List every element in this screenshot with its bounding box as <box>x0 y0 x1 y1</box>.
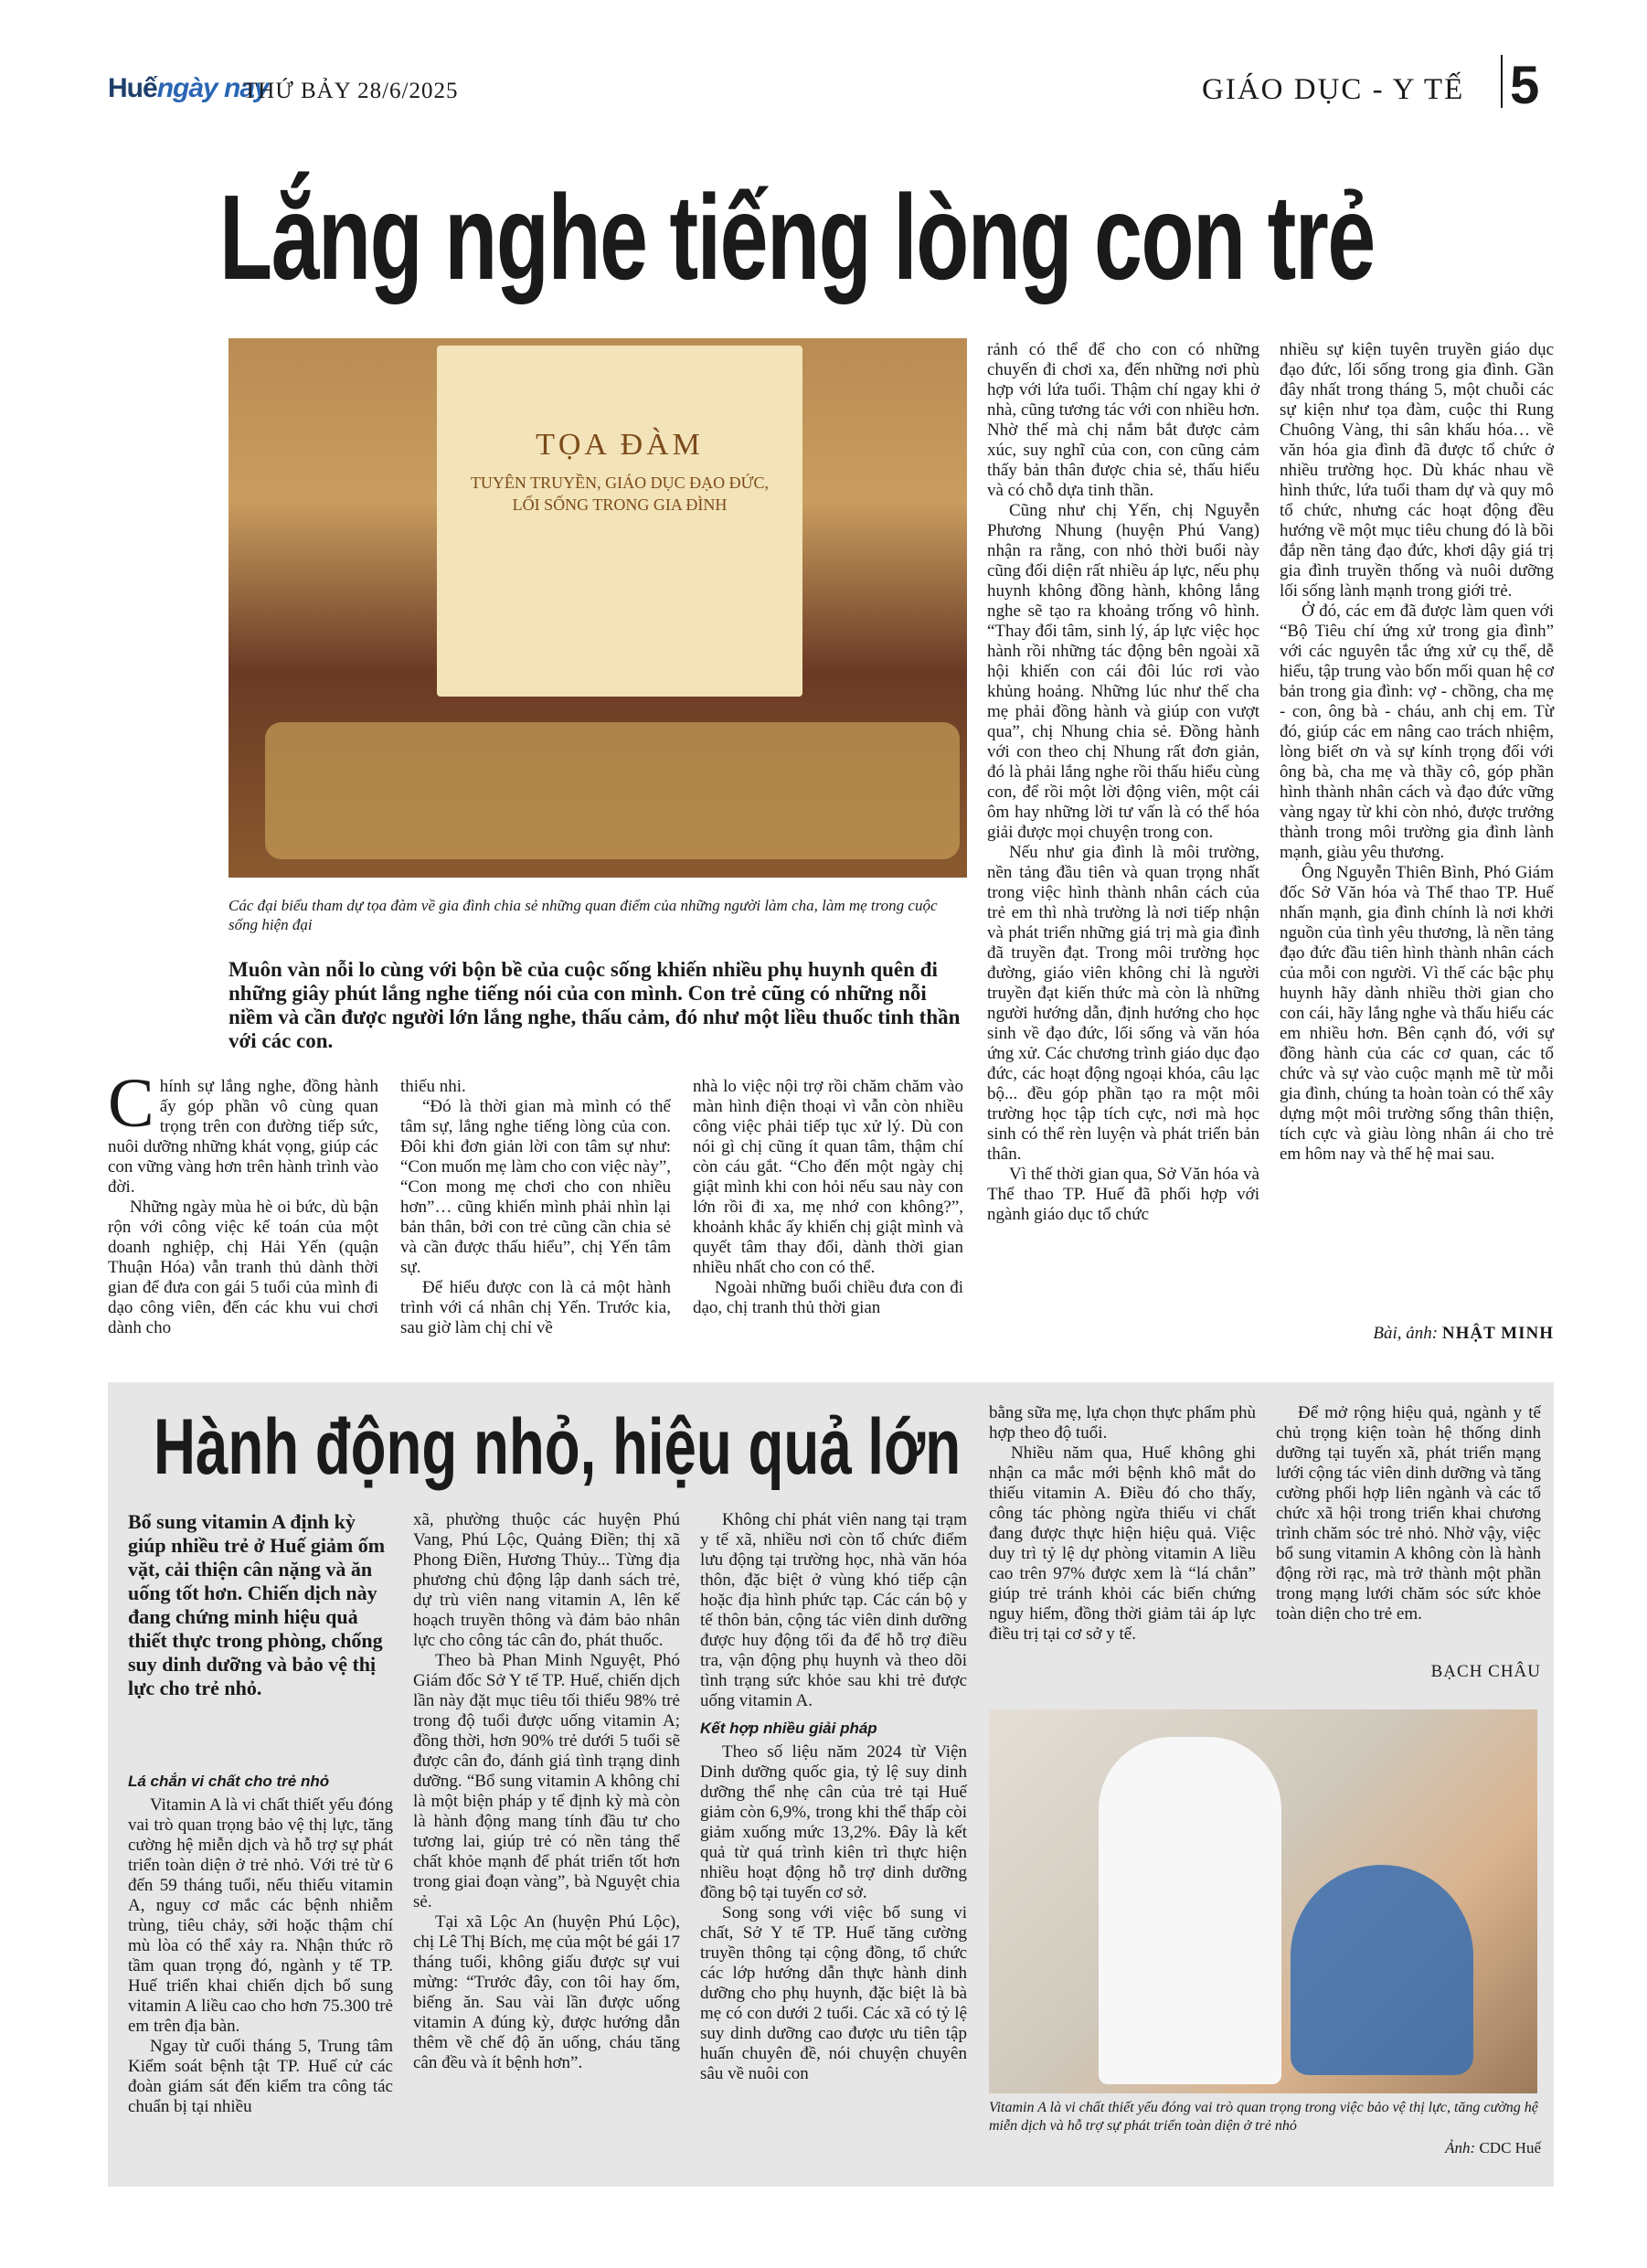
subheading: Kết hợp nhiều giải pháp <box>700 1720 877 1737</box>
paragraph: Theo số liệu năm 2024 từ Viện Dinh dưỡng quốc gia, tỷ lệ suy dinh dưỡng thể nhẹ cân của trẻ tại Huế giảm còn 6,9%, trong khi thể thấp còi giảm xuống mức 13,2%. Đây là kết quả từ quá trình kiên trì thực hiện nhiều hoạt động hỗ trợ dinh dưỡng đồng bộ tại tuyến cơ sở. <box>700 1742 967 1902</box>
paragraph: hính sự lắng nghe, đồng hành ấy góp phần vô cùng quan trọng trên con đường tiếp sức, nuôi dưỡng những khát vọng, giúp các con vững vàng hơn trên hành trình vào đời. <box>108 1077 378 1197</box>
paragraph: rảnh có thể để cho con có những chuyến đi chơi xa, đến những nơi phù hợp với lứa tuổi. Thậm chí ngay khi ở nhà, cũng tương tác với con nhiều hơn. Nhờ thế mà chị nắm bắt được cảm xúc, suy nghĩ của con, con cũng cảm thấy bản thân được chia sẻ, thấu hiểu và có chỗ dựa tinh thần. <box>987 340 1259 500</box>
paragraph: Song song với việc bổ sung vi chất, Sở Y tế TP. Huế tăng cường truyền thông tại cộng đồng, tổ chức các lớp hướng dẫn thực hành dinh dưỡng cho phụ huynh, đặc biệt là bà mẹ có con dưới 2 tuổi. Các xã có tỷ lệ suy dinh dưỡng cao được ưu tiên tập huấn chuyên đề, nói chuyện chuyên sâu về nuôi con <box>700 1903 967 2083</box>
article2-author: BẠCH CHÂU <box>1430 1662 1541 1681</box>
article1-column-1 <box>108 1065 378 1338</box>
byline-author: NHẬT MINH <box>1441 1324 1554 1343</box>
paragraph: Tại xã Lộc An (huyện Phú Lộc), chị Lê Thị Bích, mẹ của một bé gái 17 tháng tuổi, không giấu được sự vui mừng: “Trước đây, con tôi hay ốm, biếng ăn. Sau vài lần được uống vitamin A đúng kỳ, được hướng dẫn thêm về chế độ ăn uống, cháu tăng cân đều và ít bệnh hơn”. <box>413 1912 680 2072</box>
article1-headline: Lắng nghe tiếng lòng con trẻ <box>219 170 1375 304</box>
article1-lead: Muôn vàn nỗi lo cùng với bộn bề của cuộc sống khiến nhiều phụ huynh quên đi những giây phút lắng nghe tiếng nói của con mình. Con trẻ cũng có những nỗi niềm và cần được người lớn lắng nghe, thấu cảm, đó như một liều thuốc tinh thần với các con. <box>228 958 961 1052</box>
article2-lead: Bổ sung vitamin A định kỳ giúp nhiều trẻ ở Huế giảm ốm vặt, cải thiện cân nặng và ăn uống tốt hơn. Chiến dịch này đang chứng minh hiệu quả thiết thực trong phòng, chống suy dinh dưỡng và bảo vệ thị lực cho trẻ nhỏ. <box>128 1510 386 1699</box>
paragraph: Theo bà Phan Minh Nguyệt, Phó Giám đốc Sở Y tế TP. Huế, chiến dịch lần này đặt mục tiêu tối thiểu 98% trẻ trong độ tuổi được uống vitamin A; đồng thời, hơn 90% trẻ dưới 5 tuổi sẽ được cân đo, đánh giá tình trạng dinh dưỡng. “Bổ sung vitamin A không chỉ là một biện pháp y tế định kỳ mà còn là hành động mang tính đầu tư cho tương lai, giúp trẻ có nền tảng thể chất khỏe mạnh để phát triển tốt hơn trong giai đoạn vàng”, bà Nguyệt chia sẻ. <box>413 1651 680 1911</box>
paragraph: Những ngày mùa hè oi bức, dù bận rộn với công việc kế toán của một doanh nghiệp, chị Hải Yến (quận Thuận Hóa) vẫn tranh thủ dành thời gian để đưa con gái 5 tuổi của mình đi dạo công viên, đến các khu vui chơi dành cho <box>108 1198 378 1337</box>
paragraph: “Đó là thời gian mà mình có thể tâm sự, lắng nghe tiếng lòng của con. Đôi khi đơn giản lời con tâm sự như: “Con muốn mẹ làm cho con việc này”, “Con mong mẹ chơi cho con nhiều hơn”… cũng khiến mình phải nhìn lại bản thân, bởi con trẻ cũng cần chia sẻ và cần được thấu hiểu”, chị Yến tâm sự. <box>400 1097 671 1277</box>
article2-column-2 <box>413 1510 680 2073</box>
event-banner <box>437 346 802 697</box>
section-title: GIÁO DỤC - Y TẾ <box>1202 73 1465 106</box>
paragraph: thiếu nhi. <box>400 1077 466 1096</box>
article1-photo <box>228 338 967 878</box>
paragraph: Cũng như chị Yến, chị Nguyễn Phương Nhung (huyện Phú Vang) nhận ra rằng, con nhỏ thời buổi này cũng đối diện rất nhiều áp lực, nếu phụ huynh không đồng hành, không lắng nghe sẽ tạo ra khoảng trống vô hình. “Thay đổi tâm, sinh lý, áp lực việc học hành rồi những tác động bên ngoài xã hội khiến con cái đôi lúc rơi vào khủng hoảng. Những lúc như thế cha mẹ phải đồng hành và giúp con vượt qua”, chị Nhung chia sẻ. Đồng hành với con theo chị Nhung rất đơn giản, đó là phải lắng nghe rồi thấu hiểu cùng con, để rồi một lời động viên, một cái ôm hay những lời tư vấn là có thể hóa giải được mọi chuyện trong con. <box>987 501 1259 842</box>
health-worker-figure <box>1099 1737 1281 2084</box>
paragraph: Ông Nguyễn Thiên Bình, Phó Giám đốc Sở Văn hóa và Thể thao TP. Huế nhấn mạnh, gia đình chính là nơi khởi nguồn của tình yêu thương, là nền tảng đạo đức đầu tiên hình thành nhân cách của mỗi con người. Vì thế các bậc phụ huynh hãy dành nhiều thời gian cho con cái, hãy lắng nghe và thấu hiểu các em nhiều hơn. Bên cạnh đó, với sự đồng hành của các cơ quan, các tổ chức và sự vào cuộc mạnh mẽ từ mỗi gia đình, chúng ta hoàn toàn có thể xây dựng một môi trường sống thân thiện, tích cực và giàu lòng nhân ái cho trẻ em hôm nay và thế hệ mai sau. <box>1280 863 1554 1164</box>
article2-photo <box>989 1709 1537 2093</box>
article2-column-5 <box>1276 1403 1541 1624</box>
article1-byline <box>1280 1324 1554 1344</box>
paragraph: Nhiều năm qua, Huế không ghi nhận ca mắc mới bệnh khô mắt do thiếu vitamin A. Điều đó cho thấy, công tác phòng ngừa thiếu vi chất đang được thực hiện hiệu quả. Việc duy trì tỷ lệ dự phòng vitamin A liều cao trên 97% được xem là “lá chắn” giúp trẻ tránh khỏi các biến chứng nguy hiểm, đồng thời giảm tải áp lực điều trị tại cơ sở y tế. <box>989 1443 1256 1644</box>
paragraph: bằng sữa mẹ, lựa chọn thực phẩm phù hợp theo độ tuổi. <box>989 1403 1256 1443</box>
paragraph: Để mở rộng hiệu quả, ngành y tế chủ trọng kiện toàn hệ thống dinh dưỡng tại tuyến xã, phát triển mạng lưới cộng tác viên dinh dưỡng và tăng cường phối hợp liên ngành và các tổ chức xã hội trong triển khai chương trình chăm sóc trẻ nhỏ. Nhờ vậy, việc bổ sung vitamin A không còn là hành động rời rạc, mà trở thành một phần trong mạng lưới chăm sóc sức khỏe toàn diện cho trẻ em. <box>1276 1403 1541 1624</box>
issue-date: THỨ BẢY 28/6/2025 <box>243 79 459 103</box>
article2-caption: Vitamin A là vi chất thiết yếu đóng vai trò quan trọng trong việc bảo vệ thị lực, tăng cường hệ miễn dịch và hỗ trợ sự phát triển toàn diện ở trẻ nhỏ <box>989 2100 1538 2134</box>
paragraph: xã, phường thuộc các huyện Phú Vang, Phú Lộc, Quảng Điền; thị xã Phong Điền, Hương Thủy... Từng địa phương chủ động lập danh sách trẻ, dự trù viên nang vitamin A, lên kế hoạch truyền thông và đảm bảo nhân lực cho công tác cân đo, phát thuốc. <box>413 1510 680 1650</box>
article1-column-2 <box>400 1077 671 1338</box>
paragraph: nhà lo việc nội trợ rồi chăm chăm vào màn hình điện thoại vì vẫn còn nhiều công việc phải tiếp tục xử lý. Dù con nói gì chị cũng ít quan tâm, thậm chí còn cáu gắt. “Cho đến một ngày chị giật mình khi con hỏi nếu sau này con lớn rồi đi xa, mẹ nhớ con không?”, khoảnh khắc ấy khiến chị giật mình và quyết tâm thay đổi, dành thời gian nhiều nhất cho con có thể. <box>693 1077 963 1277</box>
banner-subtitle: TUYÊN TRUYỀN, GIÁO DỤC ĐẠO ĐỨC, LỐI SỐNG TRONG GIA ĐÌNH <box>470 474 770 514</box>
paragraph: Vitamin A là vi chất thiết yếu đóng vai trò quan trọng bảo vệ thị lực, tăng cường hệ miễn dịch và hỗ trợ sự phát triển toàn diện ở trẻ nhỏ. Với trẻ từ 6 đến 59 tháng tuổi, nếu thiếu vitamin A, nguy cơ mắc các bệnh nhiễm trùng, tiêu chảy, sởi hoặc thậm chí mù lòa có thể xảy ra. Nhận thức rõ tầm quan trọng đó, ngành y tế TP. Huế triển khai chiến dịch bổ sung vitamin A liều cao cho hơn 75.300 trẻ em trên địa bàn. <box>128 1795 393 2036</box>
paragraph: Ở đó, các em đã được làm quen với “Bộ Tiêu chí ứng xử trong gia đình” với các nguyên tắc ứng xử cụ thể, dễ hiểu, tập trung vào bốn mối quan hệ cơ bản trong gia đình: vợ - chồng, cha mẹ - con, ông bà - cháu, anh chị em. Từ đó, giúp các em nâng cao trách nhiệm, lòng biết ơn và sự kính trọng đối với ông bà, cha mẹ và thầy cô, góp phần hình thành nhân cách và đạo đức vững vàng ngay từ khi còn nhỏ, được trưởng thành trong môi trường gia đình lành mạnh, giàu yêu thương. <box>1280 602 1554 862</box>
child-figure <box>1291 1865 1473 2075</box>
paragraph: nhiều sự kiện tuyên truyền giáo dục đạo đức, lối sống trong gia đình. Gần đây nhất trong tháng 5, một chuỗi các sự kiện như tọa đàm, cuộc thi Rung Chuông Vàng, thi sân khấu hóa… về văn hóa gia đình đã được tổ chức ở nhiều trường học. Dù khác nhau về hình thức, lứa tuổi tham dự và quy mô tổ chức, nhưng các hoạt động đều hướng về một mục tiêu chung đó là bồi đắp nền tảng đạo đức, khơi dậy giá trị gia đình truyền thống và nuôi dưỡng lối sống lành mạnh trong giới trẻ. <box>1280 340 1554 601</box>
article2-column-3 <box>700 1510 967 2084</box>
banner-title: TỌA ĐÀM <box>536 428 704 462</box>
page-number: 5 <box>1510 56 1540 115</box>
masthead-part-a: Huế <box>108 73 157 103</box>
article1-column-4 <box>987 340 1259 1225</box>
article2-headline: Hành động nhỏ, hiệu quả lớn <box>154 1403 962 1491</box>
stage-sofa <box>265 722 960 859</box>
paragraph: Nếu như gia đình là môi trường, nền tảng đầu tiên và quan trọng nhất trong việc hình thành nhân cách của trẻ em thì nhà trường là nơi tiếp nhận và phát triển những giá trị mà gia đình đã truyền đạt. Trong môi trường học đường, giáo viên không chỉ là người truyền đạt kiến thức mà còn là những người hướng dẫn, định hướng cho học sinh về đạo đức, lối sống và văn hóa ứng xử. Các chương trình giáo dục đạo đức, các hoạt động ngoại khóa, câu lạc bộ... đều góp phần tạo ra một môi trường học tập tích cực, nơi mà học sinh có thể rèn luyện và phát triển bản thân. <box>987 843 1259 1164</box>
paragraph: Không chỉ phát viên nang tại trạm y tế xã, nhiều nơi còn tổ chức điểm lưu động tại trường học, nhà văn hóa thôn, đặc biệt ở vùng khó tiếp cận hoặc địa hình phức tạp. Các cán bộ y tế thôn bản, cộng tác viên dinh dưỡng được huy động tối đa để hỗ trợ điều tra, vận động phụ huynh và theo dõi tình trạng sức khỏe sau khi trẻ được uống vitamin A. <box>700 1510 967 1710</box>
paragraph: Ngay từ cuối tháng 5, Trung tâm Kiểm soát bệnh tật TP. Huế cử các đoàn giám sát đến kiểm tra công tác chuẩn bị tại nhiều <box>128 2037 393 2116</box>
byline-label: Bài, ảnh: <box>1373 1324 1439 1343</box>
photo-credit-name: CDC Huế <box>1479 2139 1541 2156</box>
subheading: Lá chắn vi chất cho trẻ nhỏ <box>128 1773 330 1790</box>
paragraph: Ngoài những buổi chiều đưa con đi dạo, chị tranh thủ thời gian <box>693 1278 963 1317</box>
article2-column-4 <box>989 1403 1256 1645</box>
paragraph: Vì thế thời gian qua, Sở Văn hóa và Thể thao TP. Huế đã phối hợp với ngành giáo dục tổ chức <box>987 1165 1259 1224</box>
masthead-part-b: ngày nay <box>156 73 269 103</box>
header-divider <box>1501 55 1503 108</box>
article1-column-3 <box>693 1077 963 1318</box>
article1-caption: Các đại biểu tham dự tọa đàm về gia đình chia sẻ những quan điểm của những người làm cha, làm mẹ trong cuộc sống hiện đại <box>228 897 938 933</box>
paragraph: Để hiểu được con là cả một hành trình với cá nhân chị Yến. Trước kia, sau giờ làm chị chỉ về <box>400 1278 671 1337</box>
dropcap: C <box>108 1065 154 1142</box>
article1-column-5 <box>1280 340 1554 1165</box>
photo-credit-label: Ảnh: <box>1445 2139 1476 2156</box>
article2-column-1 <box>128 1764 393 2117</box>
article2-photo-credit <box>989 2139 1541 2157</box>
